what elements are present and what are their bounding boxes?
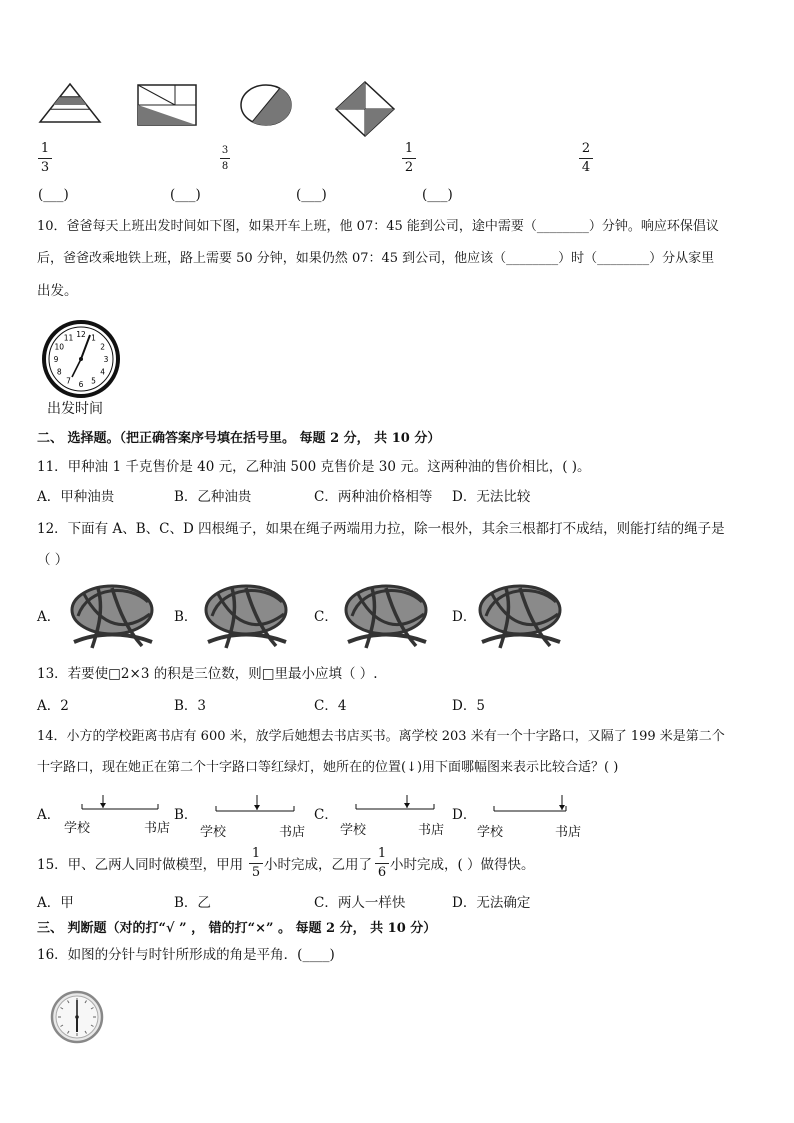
clock-number: 1 <box>91 333 96 343</box>
diamond-shape <box>334 80 396 138</box>
section-3-title: 三、 判断题（对的打“√ ” ， 错的打“×” 。 每题 2 分， 共 10 分） <box>37 921 437 936</box>
q14-option-c[interactable]: C． <box>314 807 338 823</box>
q10-line-1: 10．爸爸每天上班出发时间如下图，如果开车上班，他 07：45 能到公司，途中需要（________）分钟。响应环保倡议 <box>37 219 719 234</box>
q11-option-c[interactable]: C．两种油价格相等 <box>314 489 433 505</box>
q15-part-2: 小时完成，乙用了 <box>264 857 372 873</box>
q14-option-d[interactable]: D． <box>452 807 477 823</box>
clock-number: 7 <box>66 376 71 386</box>
rectangle-shape <box>137 84 197 126</box>
answer-blank-4[interactable]: (___) <box>422 187 453 203</box>
store-label: 书店 <box>279 825 306 840</box>
q13-option-d[interactable]: D．5 <box>452 698 485 714</box>
q15-fraction-2: 1 6 <box>374 847 390 880</box>
clock-number: 11 <box>63 333 74 343</box>
fraction-1: 1 3 <box>37 142 53 175</box>
number-line-c <box>354 795 438 815</box>
q13-stem: 13．若要使□2×3 的积是三位数，则□里最小应填（ ）. <box>37 666 378 682</box>
store-label: 书店 <box>144 821 171 836</box>
q16-stem: 16．如图的分针与时针所形成的角是平角．(____) <box>37 947 335 963</box>
rope-c-image <box>342 580 434 652</box>
school-label: 学校 <box>64 821 91 836</box>
q14-line-2: 十字路口，现在她正在第二个十字路口等红绿灯，她所在的位置(↓)用下面哪幅图来表示比较合适？( ) <box>37 760 619 775</box>
clock-number: 5 <box>91 376 96 386</box>
q13-option-b[interactable]: B．3 <box>174 698 207 714</box>
school-label: 学校 <box>477 825 504 840</box>
q14-option-a[interactable]: A． <box>37 807 61 823</box>
q15-part-1: 15．甲、乙两人同时做模型，甲用 <box>37 857 244 873</box>
q12-option-c[interactable]: C． <box>314 609 338 625</box>
q12-option-a[interactable]: A． <box>37 609 61 625</box>
q15-stem <box>37 856 243 874</box>
clock-number: 4 <box>100 367 106 377</box>
fraction-3: 1 2 <box>401 142 417 175</box>
clock-number: 12 <box>76 330 86 339</box>
q15-part-3: 小时完成，( ）做得快。 <box>390 857 535 873</box>
fraction-2: 3 8 <box>221 145 229 172</box>
q12-answer-paren[interactable]: （ ） <box>37 552 69 568</box>
answer-blank-3[interactable]: (___) <box>296 187 327 203</box>
clock-number: 8 <box>56 367 62 377</box>
circle-shape <box>240 84 292 126</box>
q13-option-c[interactable]: C．4 <box>314 698 347 714</box>
fraction-4: 2 4 <box>578 142 594 175</box>
q15-fraction-1: 1 5 <box>248 847 264 880</box>
q12-stem: 12．下面有 A、B、C、D 四根绳子，如果在绳子两端用力拉，除一根外，其余三根都打不成结，则能打结的绳子是 <box>37 521 725 537</box>
q15-option-b[interactable]: B．乙 <box>174 895 211 911</box>
q14-line-1: 14．小方的学校距离书店有 600 米，放学后她想去书店买书。离学校 203 米有一个十字路口，又隔了 199 米是第二个 <box>37 729 725 744</box>
q15-option-d[interactable]: D．无法确定 <box>452 895 531 911</box>
q14-option-b[interactable]: B． <box>174 807 198 823</box>
clock-number: 6 <box>78 380 84 389</box>
clock-icon <box>42 320 120 398</box>
number-line-d <box>492 795 570 817</box>
q13-option-a[interactable]: A．2 <box>37 698 69 714</box>
number-line-b <box>214 795 298 817</box>
school-label: 学校 <box>200 825 227 840</box>
clock-number: 2 <box>100 342 106 352</box>
store-label: 书店 <box>555 825 582 840</box>
answer-blank-2[interactable]: (___) <box>170 187 201 203</box>
store-label: 书店 <box>418 823 445 838</box>
q10-line-3: 出发。 <box>37 283 78 299</box>
q11-option-d[interactable]: D．无法比较 <box>452 489 531 505</box>
q15-option-a[interactable]: A．甲 <box>37 895 74 911</box>
answer-blank-1[interactable]: (___) <box>38 187 69 203</box>
clock-icon <box>50 990 104 1044</box>
q10-line-2: 后，爸爸改乘地铁上班，路上需要 50 分钟，如果仍然 07：45 到公司，他应该（________）时（________）分从家里 <box>37 251 715 266</box>
clock-caption: 出发时间 <box>47 401 103 417</box>
rope-d-image <box>476 580 568 652</box>
triangle-shape <box>38 82 102 124</box>
q15-option-c[interactable]: C．两人一样快 <box>314 895 406 911</box>
q11-option-b[interactable]: B．乙种油贵 <box>174 489 252 505</box>
rope-a-image <box>68 580 160 652</box>
clock-number: 10 <box>54 342 65 352</box>
number-line-a <box>80 795 162 815</box>
clock-number: 9 <box>53 355 59 364</box>
clock-number: 3 <box>103 355 109 364</box>
q12-option-d[interactable]: D． <box>452 609 477 625</box>
q11-option-a[interactable]: A．甲种油贵 <box>37 489 115 505</box>
q12-option-b[interactable]: B． <box>174 609 198 625</box>
section-2-title: 二、 选择题。（把正确答案序号填在括号里。 每题 2 分， 共 10 分） <box>37 431 441 446</box>
school-label: 学校 <box>340 823 367 838</box>
rope-b-image <box>202 580 294 652</box>
q11-stem: 11．甲种油 1 千克售价是 40 元，乙种油 500 克售价是 30 元。这两种油的售价相比，( )。 <box>37 459 591 475</box>
